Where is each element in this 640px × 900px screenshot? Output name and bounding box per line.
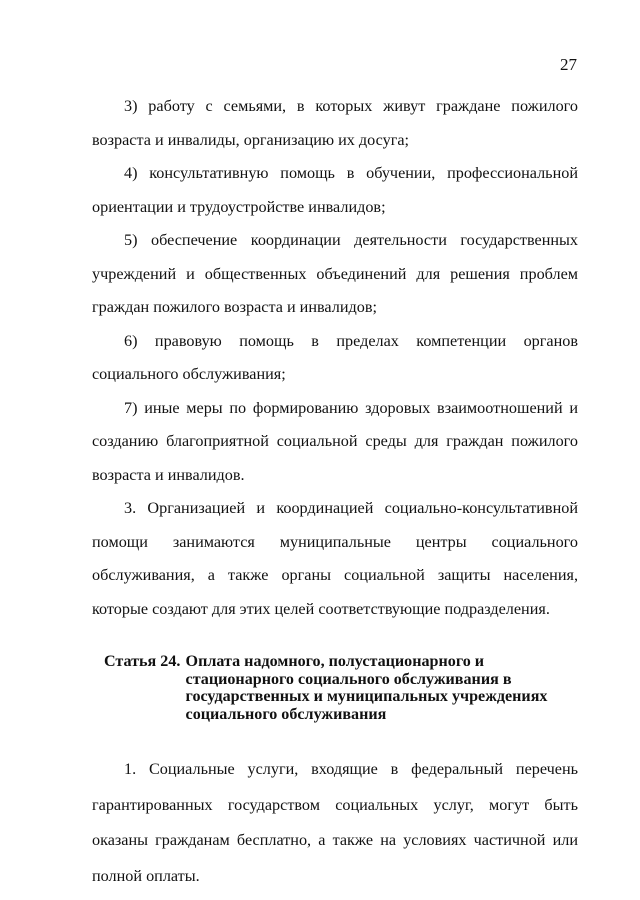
paragraph-item-6: 6) правовую помощь в пределах компетенции органов социального обслуживания; — [92, 331, 578, 383]
article-heading-row — [104, 653, 574, 723]
body-text — [92, 90, 578, 626]
paragraph-item-7: 7) иные меры по формированию здоровых взаимоотношений и созданию благоприятной социальной среды для граждан пожилого возраста и инвалидов. — [92, 398, 578, 484]
article-label: Статья 24. — [104, 653, 181, 670]
paragraph-item-3: 3) работу с семьями, в которых живут граждане пожилого возраста и инвалиды, организацию их досуга; — [92, 97, 578, 149]
article-title-line: стационарного социального обслуживания в — [185, 670, 512, 688]
article-title-line: Оплата надомного, полустационарного и — [185, 653, 485, 670]
article-paragraph-1: 1. Социальные услуги, входящие в федеральный перечень гарантированных государством социальных услуг, могут быть оказаны гражданам бесплатно, а также на условиях частичной или полной оплаты. — [92, 760, 578, 885]
article-title-line: государственных и муниципальных учреждениях — [185, 688, 548, 705]
article-title-line: социального обслуживания — [185, 705, 387, 723]
paragraph-section-3: 3. Организацией и координацией социально-консультативной помощи занимаются муниципальные центры социального обслуживания, а также органы социальной защиты населения, которые создают для этих целей соответствующие подразделения. — [92, 499, 578, 618]
article-heading — [104, 653, 574, 723]
article-title — [186, 653, 574, 723]
paragraph-item-4: 4) консультативную помощь в обучении, профессиональной ориентации и трудоустройстве инвалидов; — [92, 164, 578, 216]
article-body-text — [92, 752, 578, 894]
paragraph-item-5: 5) обеспечение координации деятельности государственных учреждений и общественных объединений для решения проблем граждан пожилого возраста и инвалидов; — [92, 231, 578, 316]
page-number: 27 — [560, 55, 577, 74]
